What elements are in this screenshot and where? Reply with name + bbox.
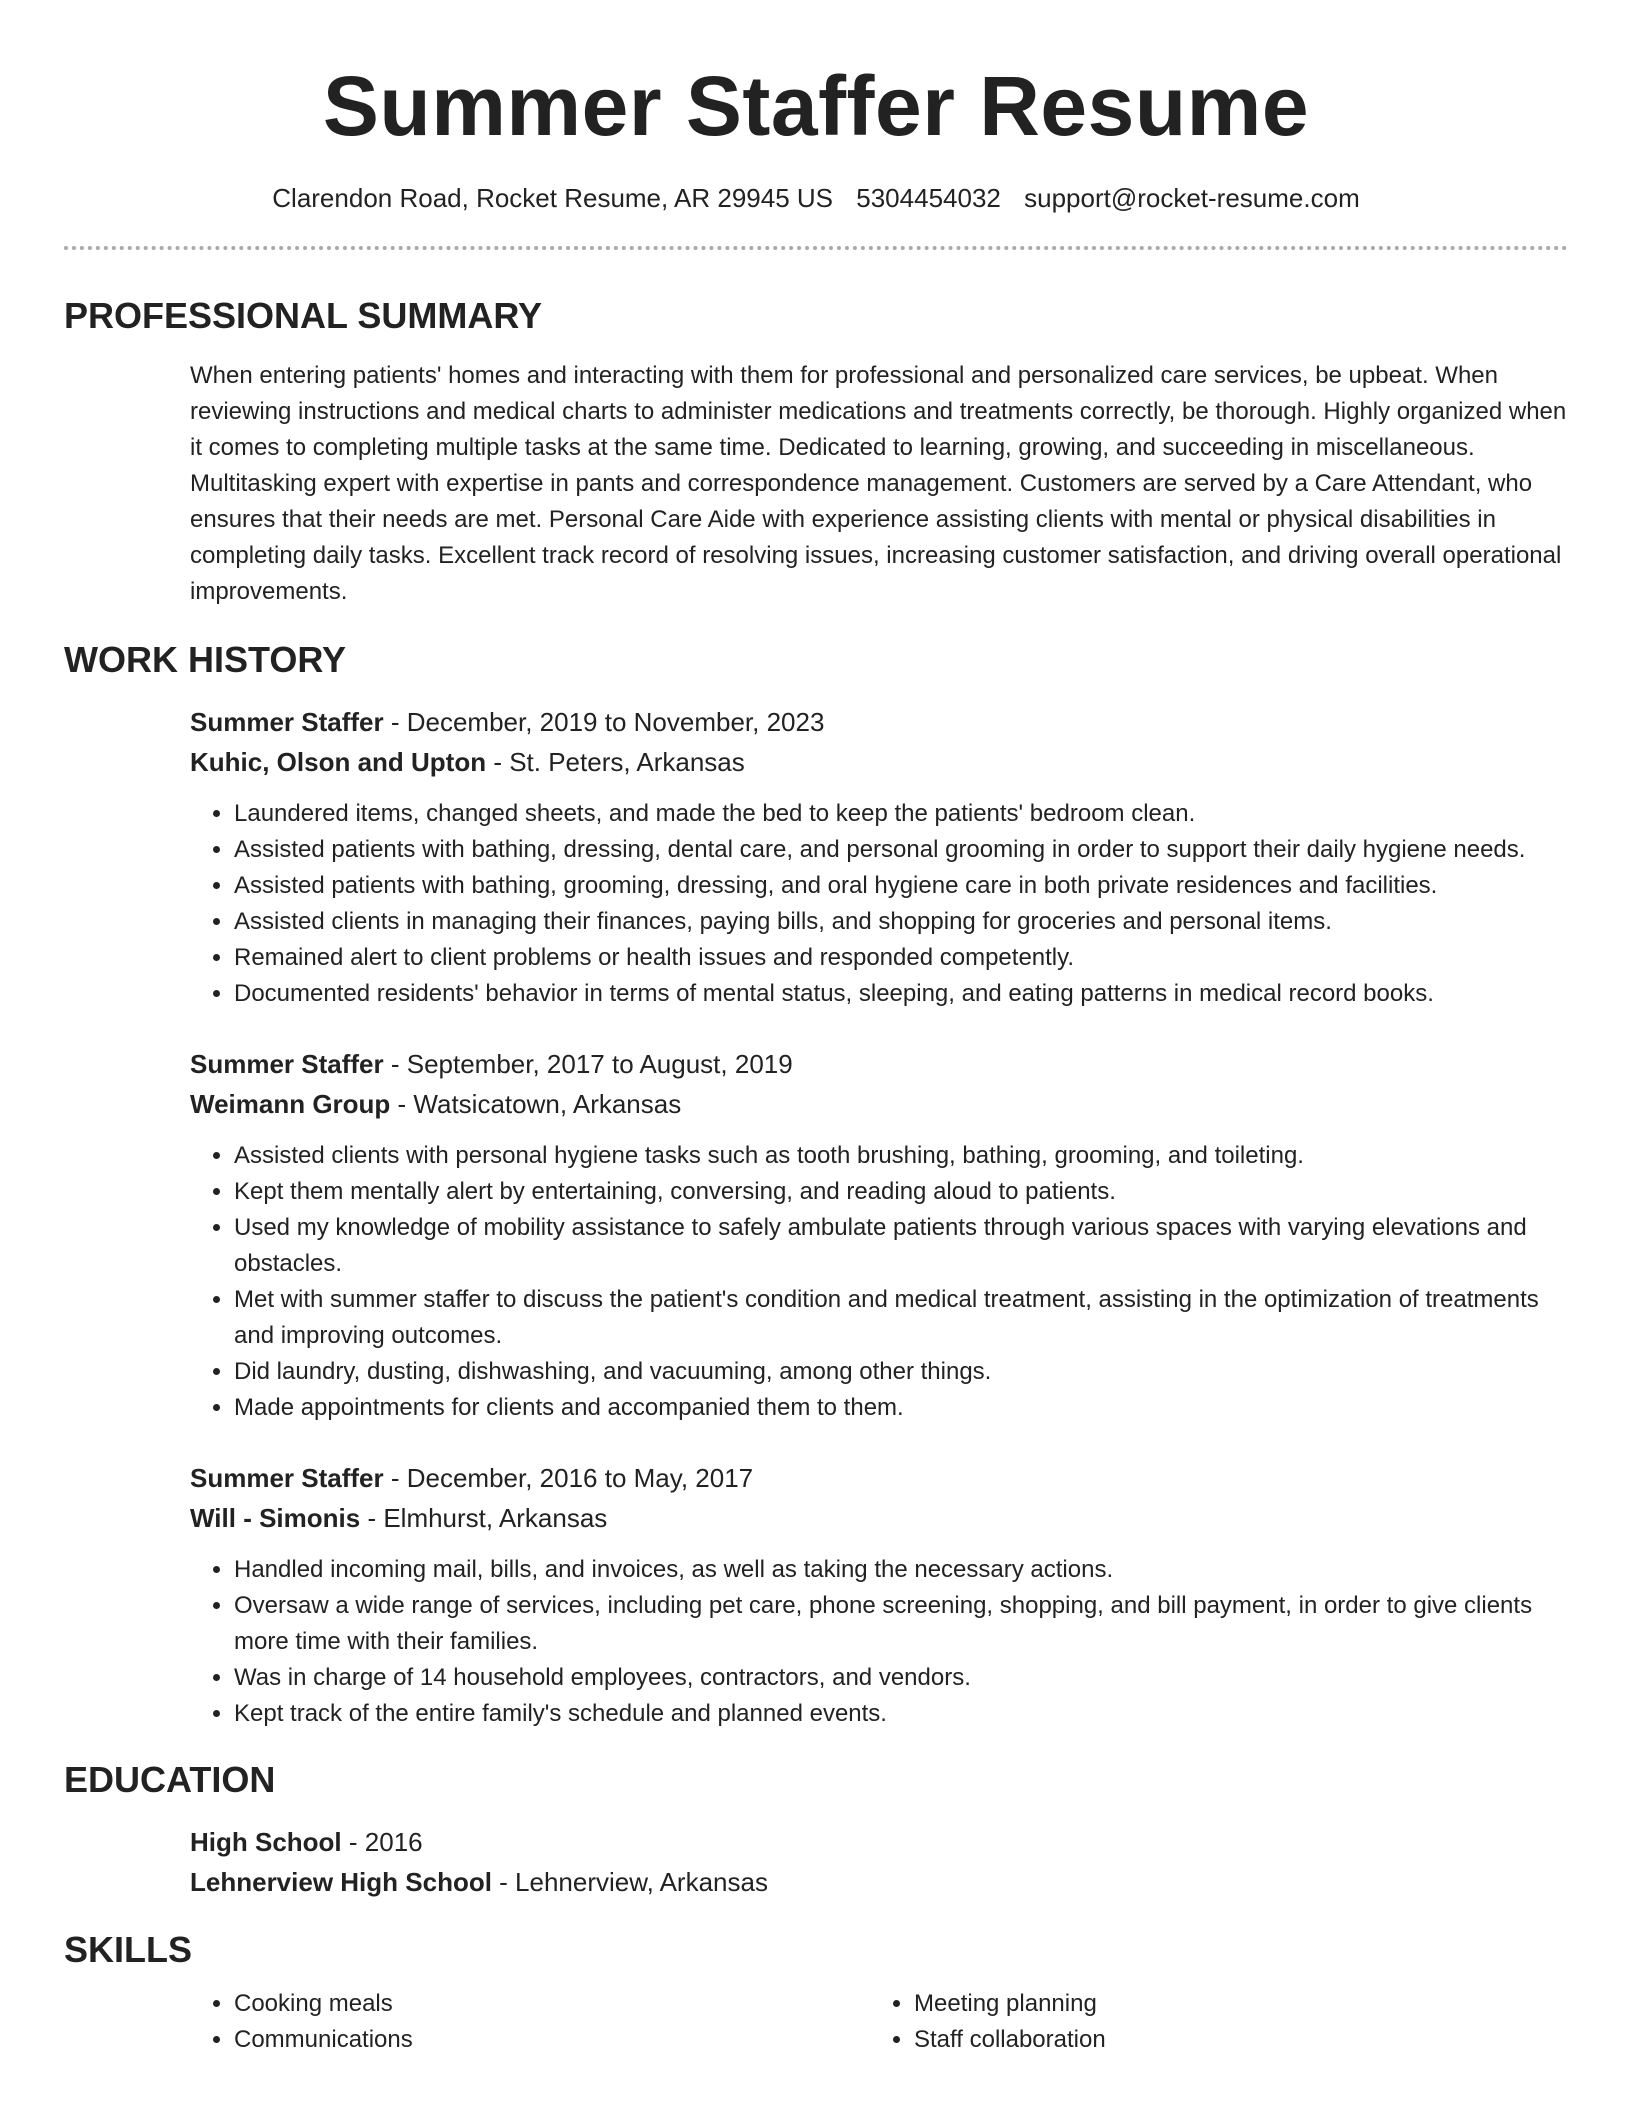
list-item: • Assisted patients with bathing, grooming, dressing, and oral hygiene care in both private residences and facilities. xyxy=(234,868,1568,904)
job-company: Weimann Group xyxy=(190,1089,391,1119)
education-degree: High School xyxy=(190,1827,342,1857)
list-item: • Kept them mentally alert by entertaining, conversing, and reading aloud to patients. xyxy=(234,1174,1568,1210)
skill-item: • Meeting planning xyxy=(914,1986,1550,2022)
list-item: • Assisted clients in managing their finances, paying bills, and shopping for groceries and personal items. xyxy=(234,904,1568,940)
job-title-line xyxy=(190,1044,1568,1084)
skill-item: • Cooking meals xyxy=(234,1986,870,2022)
list-item: • Remained alert to client problems or health issues and responded competently. xyxy=(234,940,1568,976)
list-item: • Used my knowledge of mobility assistance to safely ambulate patients through various spaces with varying elevations and obstacles. xyxy=(234,1210,1568,1282)
job-location: - Elmhurst, Arkansas xyxy=(360,1503,608,1533)
list-item: • Was in charge of 14 household employees, contractors, and vendors. xyxy=(234,1660,1568,1696)
job-role: Summer Staffer xyxy=(190,1463,384,1493)
list-item: • Assisted patients with bathing, dressing, dental care, and personal grooming in order to support their daily hygiene needs. xyxy=(234,832,1568,868)
job-location: - Watsicatown, Arkansas xyxy=(390,1089,682,1119)
summary-heading: PROFESSIONAL SUMMARY xyxy=(64,295,543,336)
job-role: Summer Staffer xyxy=(190,707,384,737)
education-heading: EDUCATION xyxy=(64,1759,276,1800)
list-item: • Made appointments for clients and accompanied them to them. xyxy=(234,1390,1568,1426)
education-school: Lehnerview High School xyxy=(190,1867,492,1897)
skills-list xyxy=(190,1986,1568,2058)
job-role: Summer Staffer xyxy=(190,1049,384,1079)
resume-title: Summer Staffer Resume xyxy=(322,59,1310,153)
education-year: - 2016 xyxy=(341,1827,423,1857)
education-location: - Lehnerview, Arkansas xyxy=(491,1867,768,1897)
list-item: • Met with summer staffer to discuss the patient's condition and medical treatment, assisting in the optimization of treatments and improving outcomes. xyxy=(234,1282,1568,1354)
education-entry xyxy=(190,1822,1568,1902)
job-entry xyxy=(190,1458,1568,1732)
list-item: • Did laundry, dusting, dishwashing, and vacuuming, among other things. xyxy=(234,1354,1568,1390)
list-item: • Assisted clients with personal hygiene tasks such as tooth brushing, bathing, grooming, and toileting. xyxy=(234,1138,1568,1174)
skills-column-right xyxy=(870,1986,1550,2058)
summary-text: When entering patients' homes and interacting with them for professional and personalized care services, be upbeat. When reviewing instructions and medical charts to administer medications and treatments correctly, be thorough. Highly organized when it comes to completing multiple tasks at the same time. Dedicated to learning, growing, and succeeding in miscellaneous. Multitasking expert with expertise in pants and correspondence management. Customers are served by a Care Attendant, who ensures that their needs are met. Personal Care Aide with experience assisting clients with mental or physical disabilities in completing daily tasks. Excellent track record of resolving issues, increasing customer satisfaction, and driving overall operational improvements. xyxy=(190,362,1567,605)
list-item: • Kept track of the entire family's schedule and planned events. xyxy=(234,1696,1568,1732)
contact-address: Clarendon Road, Rocket Resume, AR 29945 US xyxy=(272,183,834,213)
education-degree-line xyxy=(190,1822,1568,1862)
job-company-line xyxy=(190,1084,1568,1124)
job-bullets xyxy=(190,1552,1568,1732)
job-entry xyxy=(190,1044,1568,1426)
job-company-line xyxy=(190,1498,1568,1538)
job-bullets xyxy=(190,1138,1568,1426)
contact-line xyxy=(64,180,1568,216)
job-company: Kuhic, Olson and Upton xyxy=(190,747,487,777)
work-history-heading: WORK HISTORY xyxy=(64,639,347,680)
list-item: • Oversaw a wide range of services, including pet care, phone screening, shopping, and bill payment, in order to give clients more time with their families. xyxy=(234,1588,1568,1660)
job-dates: - December, 2019 to November, 2023 xyxy=(383,707,825,737)
job-title-line xyxy=(190,1458,1568,1498)
job-location: - St. Peters, Arkansas xyxy=(486,747,745,777)
job-company: Will - Simonis xyxy=(190,1503,361,1533)
list-item: • Laundered items, changed sheets, and made the bed to keep the patients' bedroom clean. xyxy=(234,796,1568,832)
list-item: • Documented residents' behavior in terms of mental status, sleeping, and eating patterns in medical record books. xyxy=(234,976,1568,1012)
job-company-line xyxy=(190,742,1568,782)
job-title-line xyxy=(190,702,1568,742)
header-divider xyxy=(64,246,1568,250)
list-item: • Handled incoming mail, bills, and invoices, as well as taking the necessary actions. xyxy=(234,1552,1568,1588)
job-bullets xyxy=(190,796,1568,1012)
skill-item: • Staff collaboration xyxy=(914,2022,1550,2058)
education-school-line xyxy=(190,1862,1568,1902)
skill-item: • Communications xyxy=(234,2022,870,2058)
job-dates: - December, 2016 to May, 2017 xyxy=(383,1463,754,1493)
skills-column-left xyxy=(190,1986,870,2058)
skills-heading: SKILLS xyxy=(64,1929,193,1970)
job-dates: - September, 2017 to August, 2019 xyxy=(383,1049,793,1079)
contact-email: support@rocket-resume.com xyxy=(1024,183,1360,213)
contact-phone: 5304454032 xyxy=(856,183,1001,213)
job-entry xyxy=(190,702,1568,1012)
